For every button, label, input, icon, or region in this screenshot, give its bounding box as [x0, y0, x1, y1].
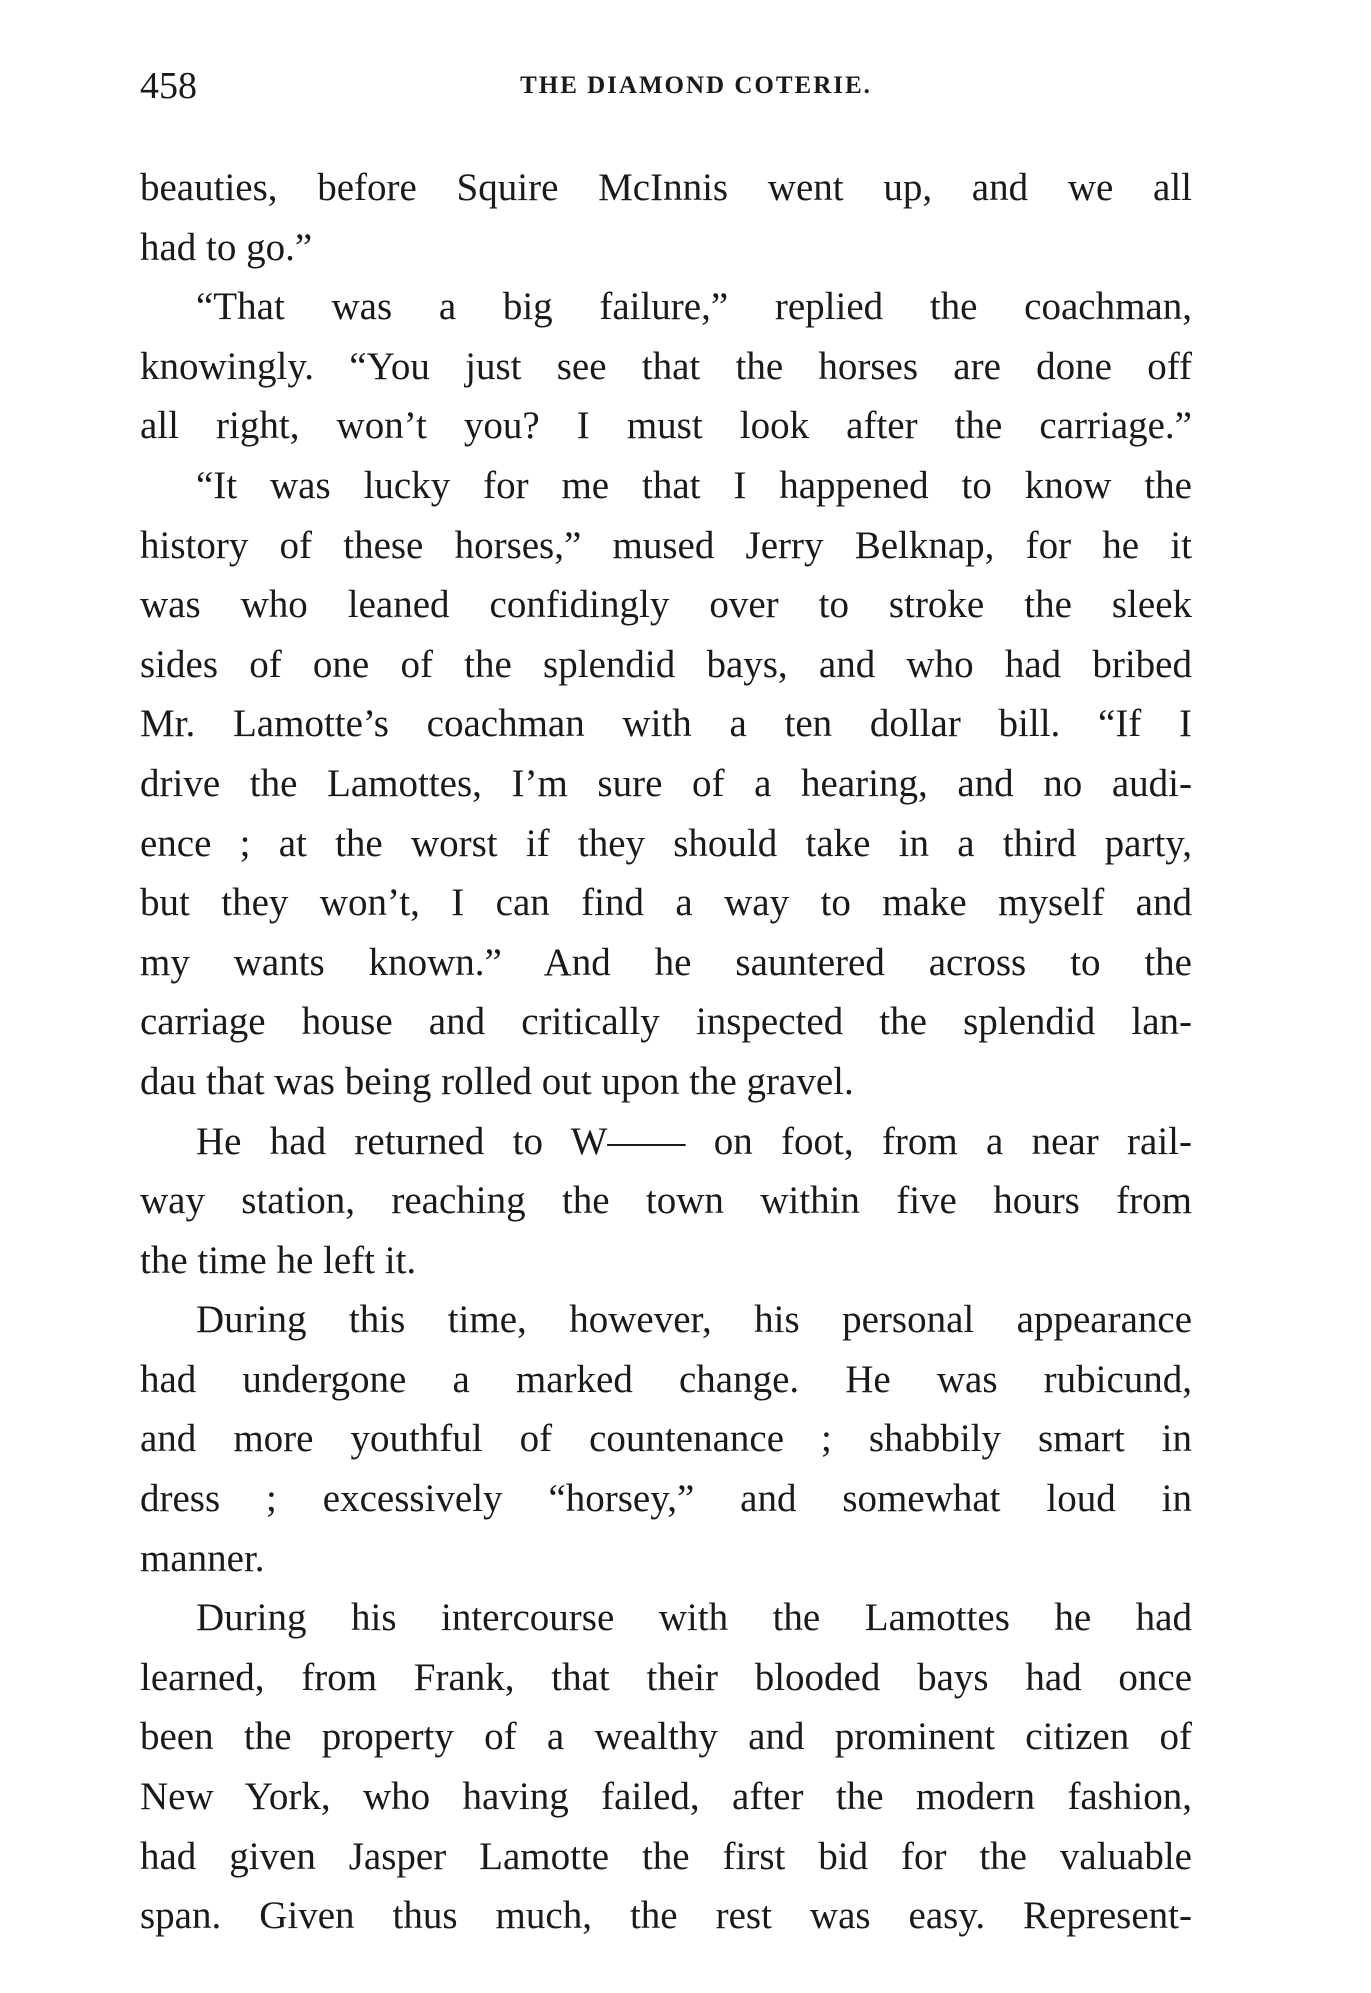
text-line: but they won’t, I can find a way to make myself and — [140, 881, 1192, 925]
body-text — [140, 158, 1192, 1946]
text-line: He had returned to W—— on foot, from a near rail- — [196, 1119, 1192, 1163]
text-line: all right, won’t you? I must look after the carriage.” — [140, 404, 1192, 448]
text-line: had undergone a marked change. He was rubicund, — [140, 1357, 1192, 1401]
text-line: had to go.” — [140, 225, 313, 269]
text-line: “That was a big failure,” replied the coachman, — [196, 285, 1192, 329]
text-line: Mr. Lamotte’s coachman with a ten dollar bill. “If I — [140, 702, 1192, 746]
text-line: the time he left it. — [140, 1238, 417, 1282]
running-title: THE DIAMOND COTERIE. — [520, 72, 872, 99]
text-line: knowingly. “You just see that the horses are done off — [140, 344, 1192, 388]
text-line: learned, from Frank, that their blooded bays had once — [140, 1655, 1192, 1699]
text-line: dress ; excessively “horsey,” and somewhat loud in — [140, 1477, 1192, 1521]
text-line: way station, reaching the town within five hours from — [140, 1179, 1192, 1223]
text-line: carriage house and critically inspected the splendid lan- — [140, 1000, 1192, 1044]
text-line: During this time, however, his personal appearance — [196, 1298, 1192, 1342]
text-line: During his intercourse with the Lamottes he had — [196, 1596, 1192, 1640]
text-line: been the property of a wealthy and prominent citizen of — [140, 1715, 1192, 1759]
page-number: 458 — [140, 65, 197, 107]
page-header — [140, 64, 1192, 114]
text-line: New York, who having failed, after the modern fashion, — [140, 1775, 1192, 1819]
text-line: “It was lucky for me that I happened to know the — [196, 463, 1192, 507]
text-line: dau that was being rolled out upon the gravel. — [140, 1059, 854, 1103]
text-line: drive the Lamottes, I’m sure of a hearing, and no audi- — [140, 761, 1192, 805]
text-line: was who leaned confidingly over to stroke the sleek — [140, 583, 1192, 627]
text-line: had given Jasper Lamotte the first bid for the valuable — [140, 1834, 1192, 1878]
text-line: ence ; at the worst if they should take in a third party, — [140, 821, 1192, 865]
text-line: my wants known.” And he sauntered across to the — [140, 940, 1192, 984]
text-line: history of these horses,” mused Jerry Belknap, for he it — [140, 523, 1192, 567]
text-line: sides of one of the splendid bays, and who had bribed — [140, 642, 1192, 686]
text-line: beauties, before Squire McInnis went up, and we all — [140, 166, 1192, 209]
text-line: and more youthful of countenance ; shabbily smart in — [140, 1417, 1192, 1461]
text-line: span. Given thus much, the rest was easy. Represent- — [140, 1894, 1192, 1938]
text-line: manner. — [140, 1536, 265, 1580]
